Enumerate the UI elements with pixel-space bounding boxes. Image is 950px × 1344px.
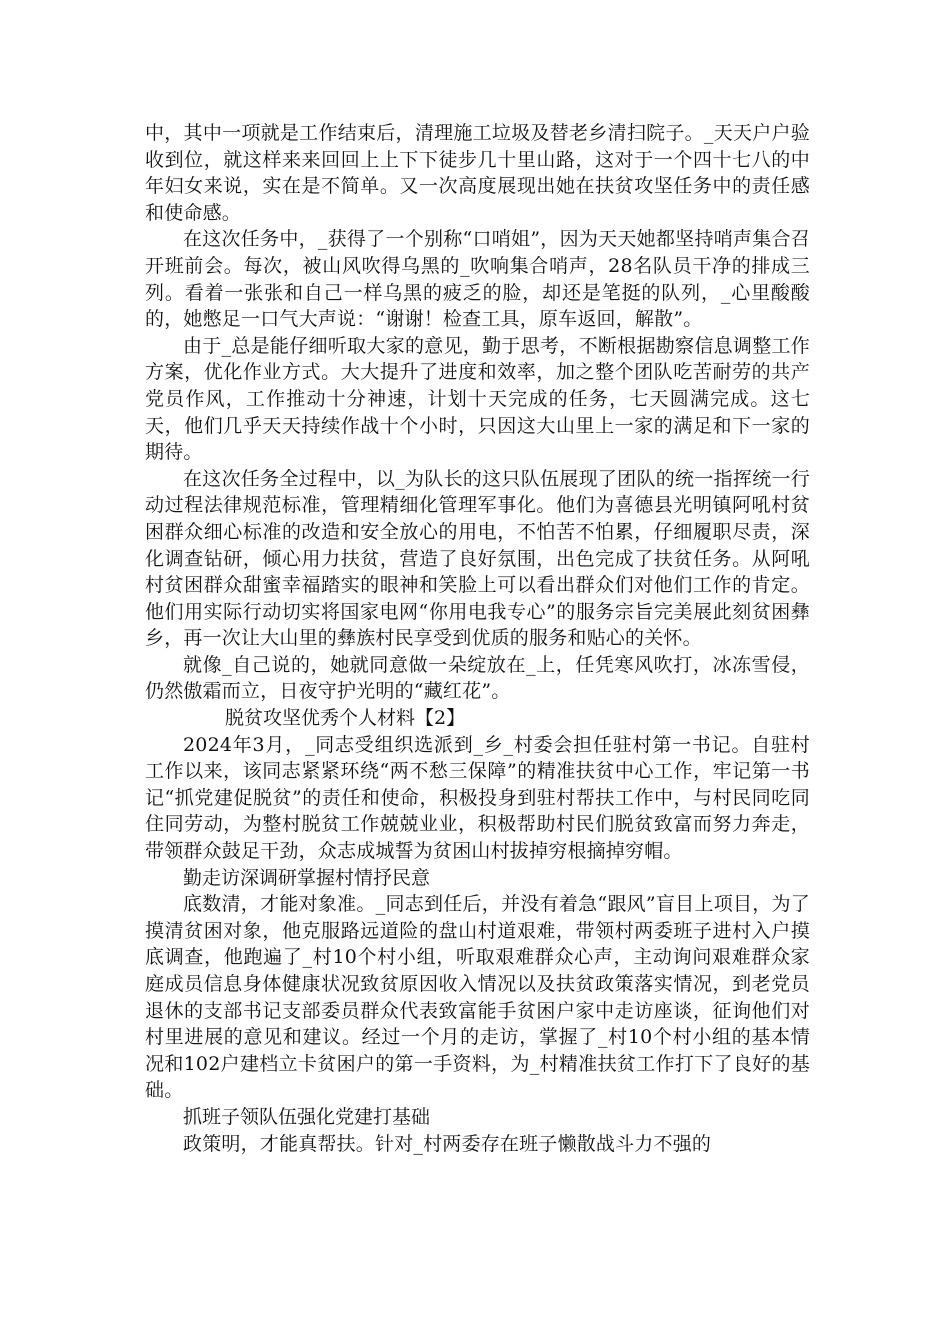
paragraph: 中，其中一项就是工作结束后，清理施工垃圾及替老乡清扫院子。_天天户户验收到位，就这样来来回回上上下下徒步几十里山路，这对于一个四十七八的中年妇女来说，实在是不简单。又一次高度展现出她在扶贫攻坚任务中的责任感和使命感。 xyxy=(145,122,810,224)
paragraph: 在这次任务全过程中，以_为队长的这只队伍展现了团队的统一指挥统一行动过程法律规范标准，管理精细化管理军事化。他们为喜德县光明镇阿吼村贫困群众细心标准的改造和安全放心的用电，不怕苦不怕累，仔细履职尽责，深化调查钻研，倾心用力扶贫，营造了良好氛围，出色完成了扶贫任务。从阿吼村贫困群众甜蜜幸福踏实的眼神和笑脸上可以看出群众们对他们工作的肯定。他们用实际行动切实将国家电网“你用电我专心”的服务宗旨完美展此刻贫困彝乡，再一次让大山里的彝族村民享受到优质的服务和贴心的关怀。 xyxy=(145,467,810,650)
paragraph: 2024年3月，_同志受组织选派到_乡_村委会担任驻村第一书记。自驻村工作以来，该同志紧紧环绕“两不愁三保障”的精准扶贫中心工作，牢记第一书记“抓党建促脱贫”的责任和使命，积极投身到驻村帮扶工作中，与村民同吃同住同劳动，为整村脱贫工作兢兢业业，积极帮助村民们脱贫致富而努力奔走，带领群众鼓足干劲，众志成城誓为贫困山村拔掉穷根摘掉穷帽。 xyxy=(145,733,810,863)
paragraph: 就像_自己说的，她就同意做一朵绽放在_上，任凭寒风吹打，冰冻雪侵，仍然傲霜而立，日夜守护光明的“藏红花”。 xyxy=(145,653,810,703)
section-heading: 勤走访深调研掌握村情抒民意 xyxy=(183,866,431,889)
document-page xyxy=(145,120,810,1157)
section-heading: 抓班子领队伍强化党建打基础 xyxy=(183,1105,431,1128)
paragraph: 底数清，才能对象准。_同志到任后，并没有着急“跟风”盲目上项目，为了摸清贫困对象，他克服路远道险的盘山村道艰难，带领村两委班子进村入户摸底调查，他跑遍了_村10个村小组，听取艰难群众心声，主动询问艰难群众家庭成员信息身体健康状况致贫原因收入情况以及扶贫政策落实情况，到老党员退休的支部书记支部委员群众代表致富能手贫困户家中走访座谈，征询他们对村里进展的意见和建议。经过一个月的走访，掌握了_村10个村小组的基本情况和102户建档立卡贫困户的第一手资料，为_村精准扶贫工作打下了良好的基础。 xyxy=(145,893,810,1102)
paragraph: 在这次任务中，_获得了一个别称“口哨姐”，因为天天她都坚持哨声集合召开班前会。每次，被山风吹得乌黑的_吹响集合哨声，28名队员干净的排成三列。看着一张张和自己一样乌黑的疲乏的脸，却还是笔挺的队列，_心里酸酸的，她憋足一口气大声说：“谢谢！检查工具，原车返回，解散”。 xyxy=(145,228,810,331)
paragraph: 由于_总是能仔细听取大家的意见，勤于思考，不断根据勘察信息调整工作方案，优化作业方式。大大提升了进度和效率，加之整个团队吃苦耐劳的共产党员作风，工作推动十分神速，计划十天完成的任务，七天圆满完成。这七天，他们几乎天天持续作战十个小时，只因这大山里上一家的满足和下一家的期待。 xyxy=(145,334,810,464)
section-title: 脱贫攻坚优秀个人材料【2】 xyxy=(225,707,466,730)
paragraph: 政策明，才能真帮扶。针对_村两委存在班子懒散战斗力不强的 xyxy=(183,1132,712,1155)
